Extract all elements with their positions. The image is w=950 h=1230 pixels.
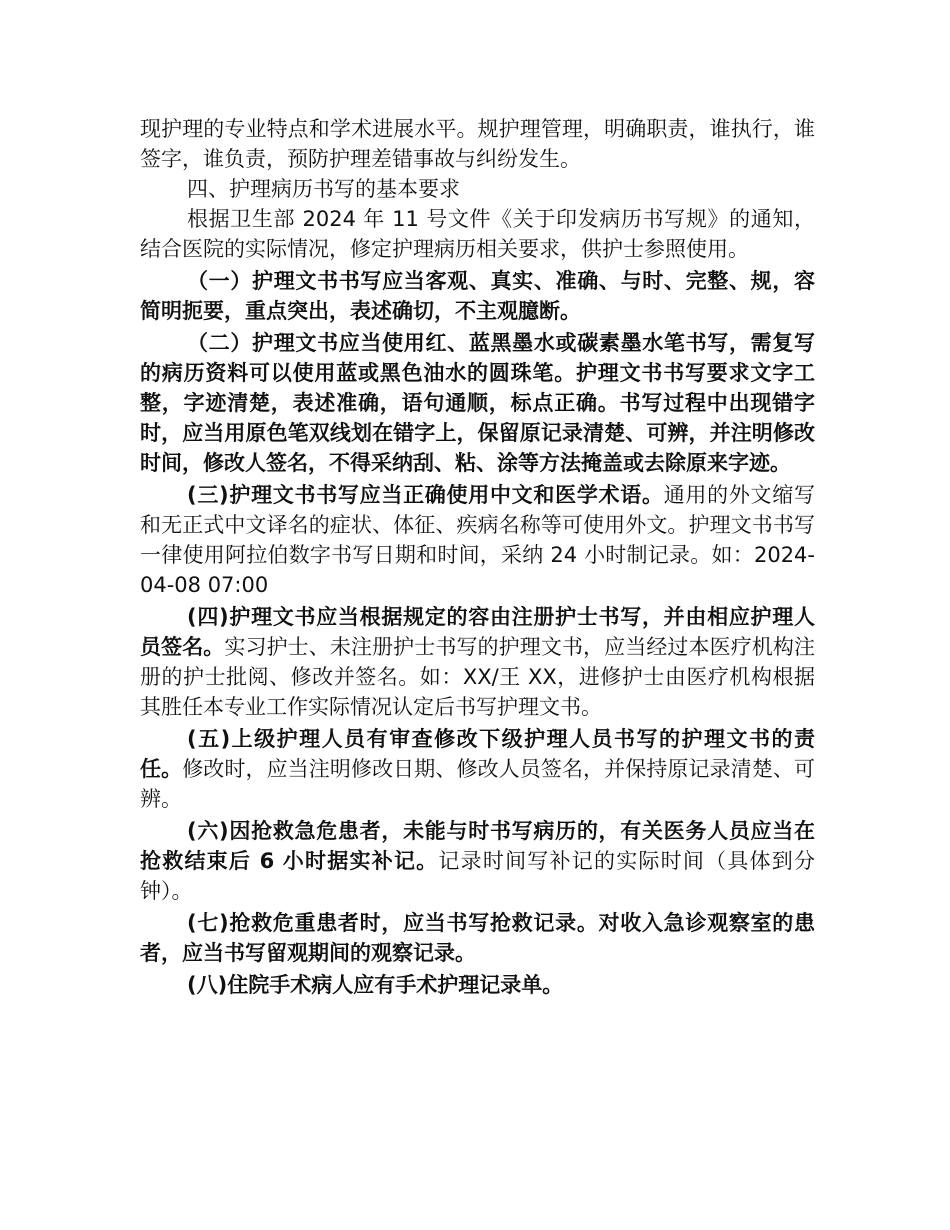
requirement-item-8 <box>140 970 815 1000</box>
requirement-bold-text: （二）护理文书应当使用红、蓝黑墨水或碳素墨水笔书写，需复写的病历资料可以使用蓝或黑色油水的圆珠笔。护理文书书写要求文字工整，字迹清楚，表述准确，语句通顺，标点正确。书写过程中出现错字时，应当用原色笔双线划在错字上，保留原记录清楚、可辨，并注明修改时间，修改人签名，不得采纳刮、粘、涂等方法掩盖或去除原来字迹。 <box>140 331 815 475</box>
requirement-bold-text: (五)上级护理人员有审查修改下级护理人员书写的护理文书的责任。 <box>140 727 815 781</box>
requirement-item-5 <box>140 724 815 814</box>
requirement-body-text: 通用的外文缩写和无正式中文译名的症状、体征、疾病名称等可使用外文。护理文书书写一律使用阿拉伯数字书写日期和时间，采纳 24 小时制记录。如：2024-04-08 07:00 <box>140 483 815 597</box>
paragraph-basis <box>140 204 815 264</box>
requirement-body-text: 修改时，应当注明修改日期、修改人员签名，并保持原记录清楚、可辨。 <box>140 757 816 811</box>
document-page <box>140 114 815 1002</box>
paragraph-text: 现护理的专业特点和学术进展水平。规护理管理，明确职责，谁执行，谁签字，谁负责，预防护理差错事故与纠纷发生。 <box>140 117 815 171</box>
requirement-item-1 <box>140 266 815 326</box>
requirement-bold-text: (六)因抢救急危患者，未能与时书写病历的，有关医务人员应当在抢救结束后 6 小时据实补记。 <box>140 819 815 873</box>
section-heading-text: 四、护理病历书写的基本要求 <box>187 177 460 201</box>
paragraph-intro-continuation <box>140 114 815 174</box>
requirement-item-6 <box>140 816 815 906</box>
requirement-bold-text: (八)住院手术病人应有手术护理记录单。 <box>187 973 564 997</box>
requirement-bold-text: (三)护理文书书写应当正确使用中文和医学术语。 <box>187 483 664 507</box>
requirement-item-3 <box>140 480 815 600</box>
requirement-bold-text: （一）护理文书书写应当客观、真实、准确、与时、完整、规，容简明扼要，重点突出，表述确切，不主观臆断。 <box>140 269 815 323</box>
requirement-body-text: 实习护士、未注册护士书写的护理文书，应当经过本医疗机构注册的护士批阅、修改并签名。如：XX/王 XX，进修护士由医疗机构根据其胜任本专业工作实际情况认定后书写护理文书。 <box>140 635 816 719</box>
requirement-item-2 <box>140 328 815 478</box>
requirement-bold-text: (七)抢救危重患者时，应当书写抢救记录。对收入急诊观察室的患者，应当书写留观期间的观察记录。 <box>140 911 815 965</box>
requirement-item-4 <box>140 602 815 722</box>
requirement-body-text: 记录时间写补记的实际时间（具体到分钟）。 <box>140 849 815 903</box>
paragraph-text: 根据卫生部 2024 年 11 号文件《关于印发病历书写规》的通知，结合医院的实际情况，修定护理病历相关要求，供护士参照使用。 <box>140 207 815 261</box>
requirement-item-7 <box>140 908 815 968</box>
requirement-bold-text: (四)护理文书应当根据规定的容由注册护士书写，并由相应护理人员签名。 <box>140 605 815 659</box>
section-heading-basic-requirements <box>140 174 815 204</box>
